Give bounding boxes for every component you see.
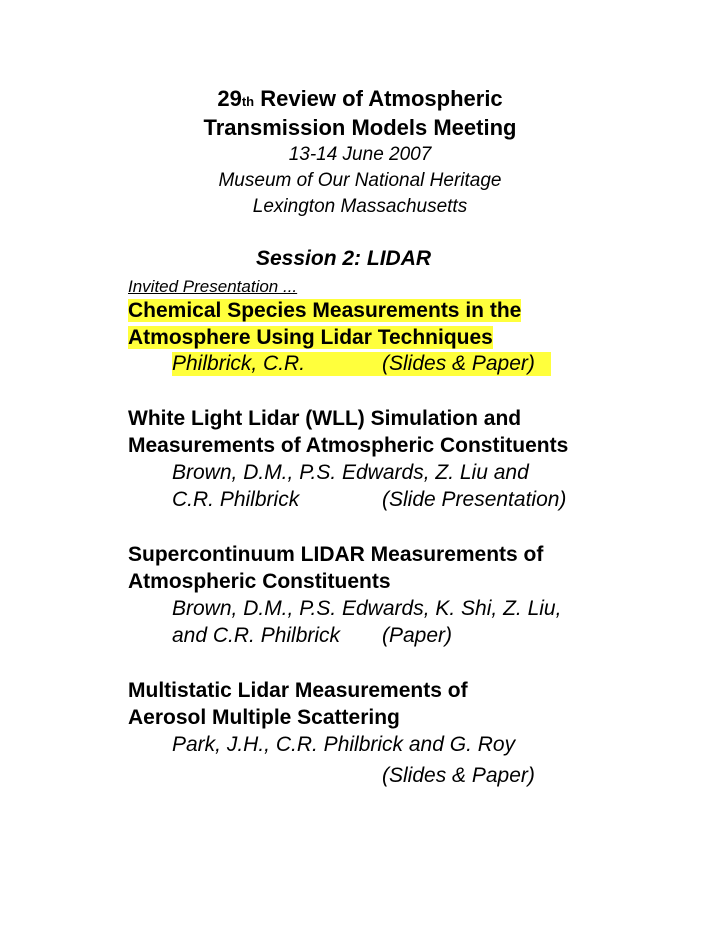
- invited-label: Invited Presentation ...: [128, 277, 298, 296]
- meeting-title-line1: [0, 86, 720, 112]
- talk-1-authors: Philbrick, C.R.: [172, 352, 306, 375]
- talk-2-title-line2: Measurements of Atmospheric Constituents: [128, 434, 569, 457]
- talk-4-title-line2: Aerosol Multiple Scattering: [128, 706, 400, 729]
- talk-3-authors-line2: and C.R. Philbrick: [172, 624, 341, 647]
- talk-1-title-line2-text: Atmosphere Using Lidar Techniques: [128, 326, 493, 349]
- talk-3-authors-row: [172, 624, 592, 648]
- talk-3-title-line1: Supercontinuum LIDAR Measurements of: [128, 543, 544, 566]
- talk-3-authors-line1: Brown, D.M., P.S. Edwards, K. Shi, Z. Liu,: [172, 597, 562, 620]
- meeting-title-line2: Transmission Models Meeting: [203, 115, 517, 140]
- session-title: Session 2: LIDAR: [256, 247, 432, 270]
- talk-4-authors: Park, J.H., C.R. Philbrick and G. Roy: [172, 733, 516, 756]
- ordinal-suffix: th: [241, 94, 255, 109]
- talk-2-authors-row: [172, 488, 592, 512]
- meeting-venue: Museum of Our National Heritage: [218, 170, 502, 191]
- talk-2-authors-line1: Brown, D.M., P.S. Edwards, Z. Liu and: [172, 461, 529, 484]
- meeting-location: Lexington Massachusetts: [252, 196, 468, 217]
- talk-1-title-line1-text: Chemical Species Measurements in the: [128, 299, 522, 322]
- talk-4-title-line1: Multistatic Lidar Measurements of: [128, 679, 468, 702]
- talk-2-authors-line2: C.R. Philbrick: [172, 488, 300, 511]
- talk-3-material: (Paper): [382, 624, 453, 647]
- talk-1-authors-row: [172, 352, 551, 376]
- meeting-number: 29: [217, 86, 242, 111]
- meeting-title-rest: Review of Atmospheric: [254, 86, 503, 111]
- meeting-date: 13-14 June 2007: [288, 144, 432, 165]
- talk-4-material: (Slides & Paper): [382, 764, 535, 787]
- talk-3-title-line2: Atmospheric Constituents: [128, 570, 391, 593]
- talk-1-title-line1: [128, 299, 521, 323]
- talk-2-title-line1: White Light Lidar (WLL) Simulation and: [128, 407, 522, 430]
- talk-1-title-line2: [128, 326, 493, 350]
- talk-1-material: (Slides & Paper): [382, 352, 535, 375]
- talk-2-material: (Slide Presentation): [382, 488, 567, 511]
